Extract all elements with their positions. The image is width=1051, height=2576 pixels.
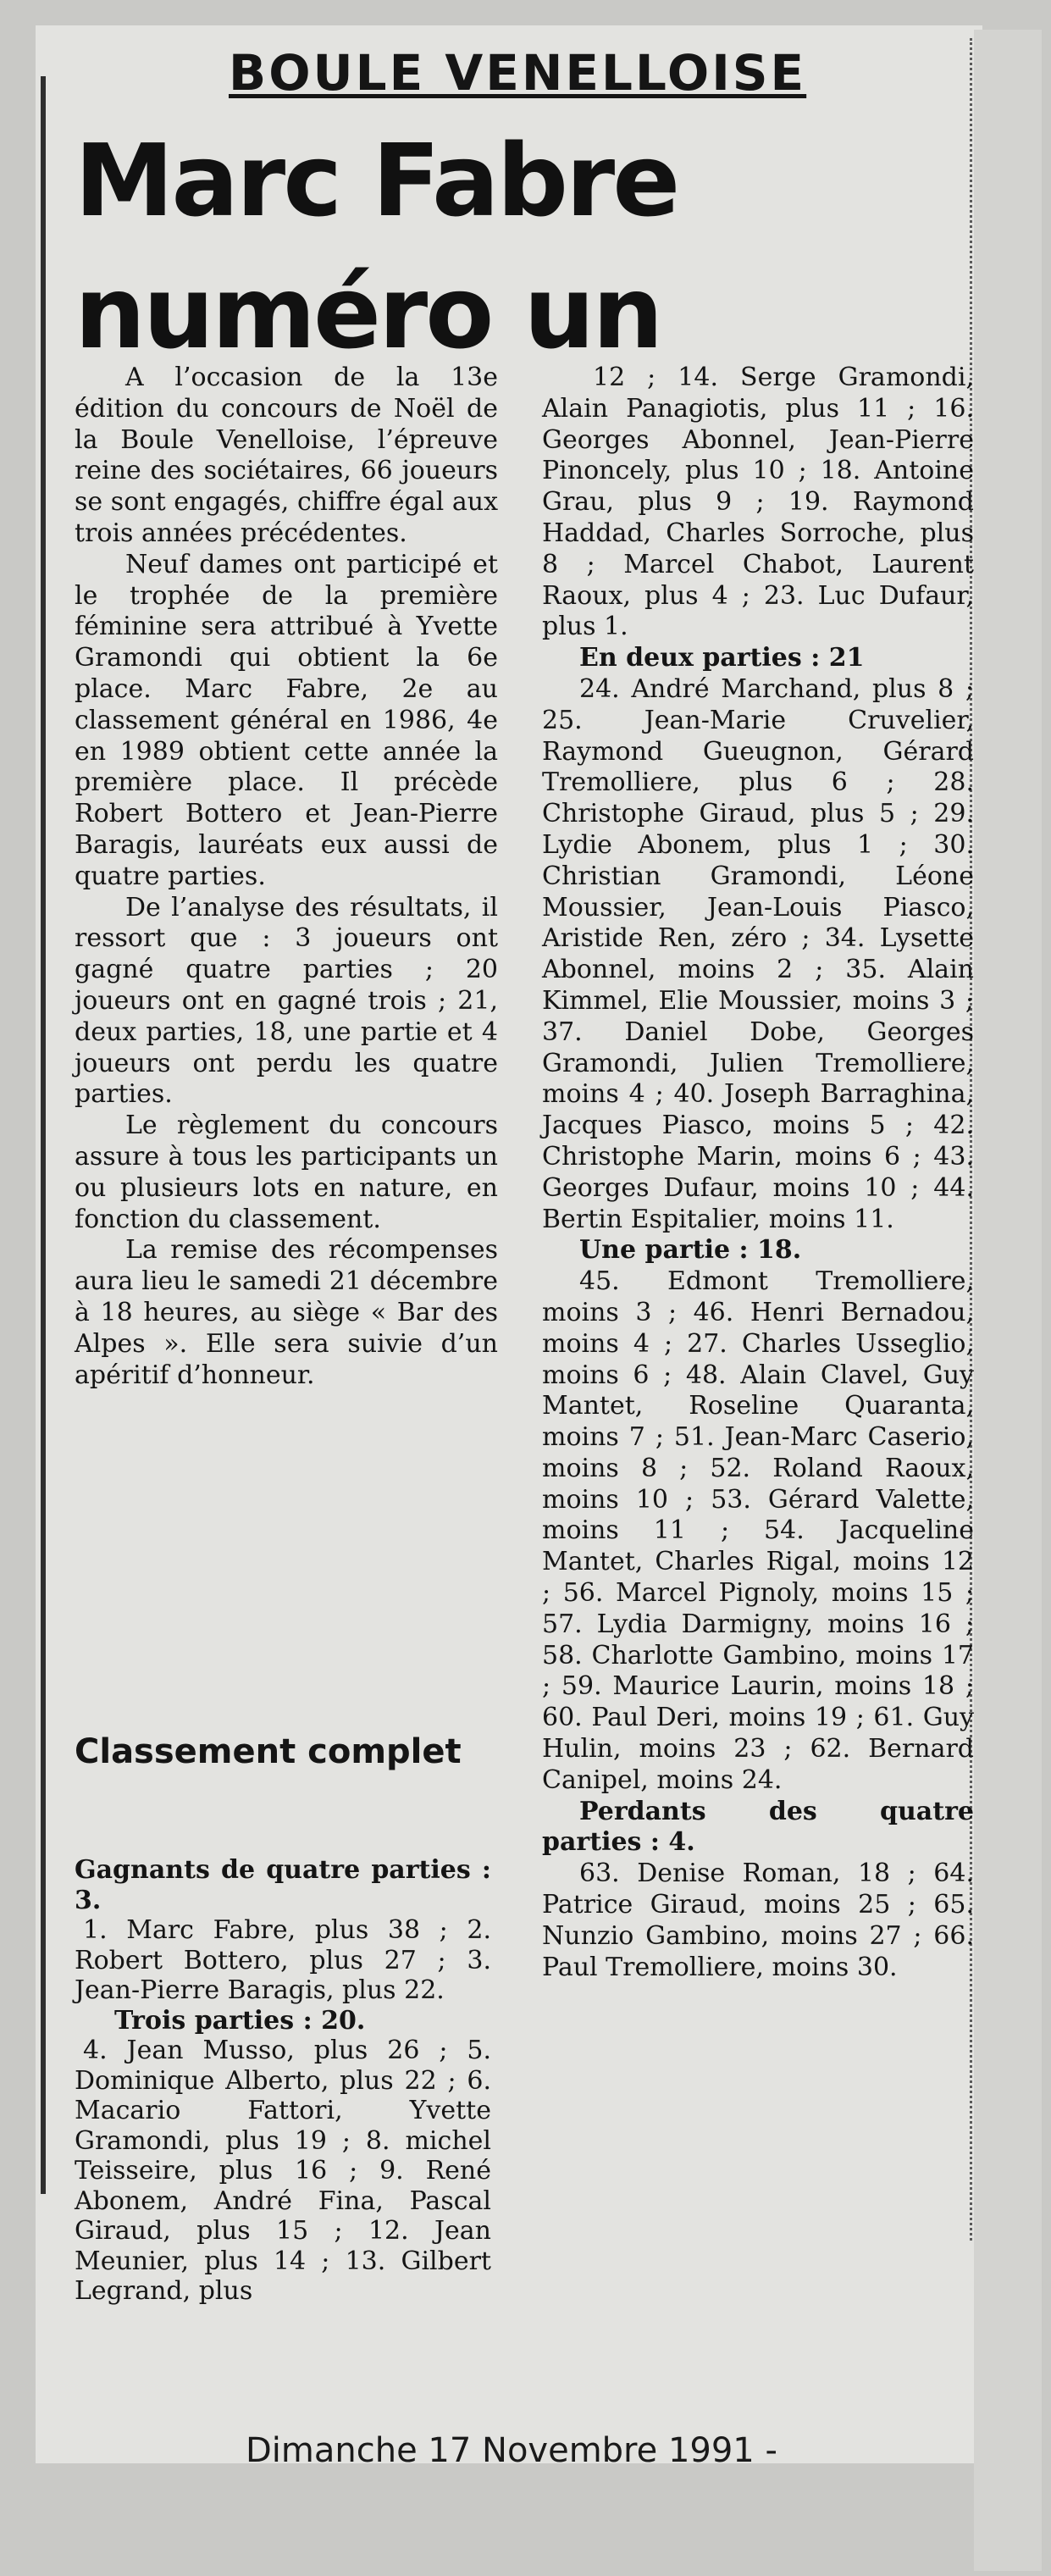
results-heading: Perdants des quatre parties : 4. bbox=[542, 1796, 974, 1858]
article-paragraph: Neuf dames ont participé et le trophée de la première féminine sera attribué à Yvette Gramondi qui obtient la 6e place. Marc Fabre, 2e au classement général en 1986, 4e en 1989 obtient cette année la première place. Il précède Robert Bottero et Jean-Pierre Baragis, lauréats eux aussi de quatre parties. bbox=[75, 549, 498, 891]
results-entries: 45. Edmont Tremolliere, moins 3 ; 46. Henri Bernadou, moins 4 ; 27. Charles Usseglio, moins 6 ; 48. Alain Clavel, Guy Mantet, Roseline Quaranta, moins 7 ; 51. Jean-Marc Caserio, moins 8 ; 52. Roland Raoux, moins 10 ; 53. Gérard Valette, moins 11 ; 54. Jacqueline Mantet, Charles Rigal, moins 12 ; 56. Marcel Pignoly, moins 15 ; 57. Lydia Darmigny, moins 16 ; 58. Charlotte Gambino, moins 17 ; 59. Maurice Laurin, moins 18 ; 60. Paul Deri, moins 19 ; 61. Guy Hulin, moins 23 ; 62. Bernard Canipel, moins 24. bbox=[542, 1266, 974, 1795]
results-heading: En deux parties : 21 bbox=[579, 643, 865, 673]
publication-date: Dimanche 17 Novembre 1991 - bbox=[246, 2431, 777, 2470]
article-paragraph: De l’analyse des résultats, il ressort que : 3 joueurs ont gagné quatre parties ; 20 joueurs ont en gagné trois ; 21, deux parties, 18, une partie et 4 joueurs ont perdu les quatre parties. bbox=[75, 892, 498, 1110]
article-body-left bbox=[75, 363, 498, 1391]
article-headline: Marc Fabre numéro un bbox=[75, 122, 678, 371]
results-list-right bbox=[542, 363, 974, 1983]
adjacent-page-edge bbox=[974, 30, 1042, 2571]
results-heading: Une partie : 18. bbox=[579, 1235, 802, 1266]
classement-title: Classement complet bbox=[75, 1732, 462, 1771]
results-list-left bbox=[75, 1855, 491, 2307]
results-entries: 4. Jean Musso, plus 26 ; 5. Dominique Alberto, plus 22 ; 6. Macario Fattori, Yvette Gramondi, plus 19 ; 8. michel Teisseire, plus 16 ; 9. René Abonem, André Fina, Pascal Giraud, plus 15 ; 12. Jean Meunier, plus 14 ; 13. Gilbert Legrand, plus bbox=[75, 2036, 491, 2306]
results-entries: 24. André Marchand, plus 8 ; 25. Jean-Marie Cruvelier, Raymond Gueugnon, Gérard Tremolliere, plus 6 ; 28. Christophe Giraud, plus 5 ; 29. Lydie Abonem, plus 1 ; 30. Christian Gramondi, Léone Moussier, Jean-Louis Piasco, Aristide Ren, zéro ; 34. Lysette Abonnel, moins 2 ; 35. Alain Kimmel, Elie Moussier, moins 3 ; 37. Daniel Dobe, Georges Gramondi, Julien Tremolliere, moins 4 ; 40. Joseph Barraghina, Jacques Piasco, moins 5 ; 42. Christophe Marin, moins 6 ; 43. Georges Dufaur, moins 10 ; 44. Bertin Espitalier, moins 11. bbox=[542, 673, 974, 1234]
section-kicker: BOULE VENELLOISE bbox=[229, 44, 807, 102]
article-paragraph: A l’occasion de la 13e édition du concours de Noël de la Boule Venelloise, l’épreuve reine des sociétaires, 66 joueurs se sont engagés, chiffre égal aux trois années précédentes. bbox=[75, 363, 498, 548]
results-heading: Trois parties : 20. bbox=[114, 2005, 366, 2036]
article-paragraph: Le règlement du concours assure à tous les participants un ou plusieurs lots en nature, en fonction du classement. bbox=[75, 1111, 498, 1234]
results-entries: 63. Denise Roman, 18 ; 64. Patrice Giraud, moins 25 ; 65. Nunzio Gambino, moins 27 ; 66. Paul Tremolliere, moins 30. bbox=[542, 1859, 974, 1982]
results-entries: 12 ; 14. Serge Gramondi, Alain Panagiotis, plus 11 ; 16. Georges Abonnel, Jean-Pierre Pinoncely, plus 10 ; 18. Antoine Grau, plus 9 ; 19. Raymond Haddad, Charles Sorroche, plus 8 ; Marcel Chabot, Laurent Raoux, plus 4 ; 23. Luc Dufaur, plus 1. bbox=[542, 363, 974, 642]
article-paragraph: La remise des récompenses aura lieu le samedi 21 décembre à 18 heures, au siège « Bar des Alpes ». Elle sera suivie d’un apéritif d’honneur. bbox=[75, 1235, 498, 1390]
results-entries: 1. Marc Fabre, plus 38 ; 2. Robert Bottero, plus 27 ; 3. Jean-Pierre Baragis, plus 22. bbox=[75, 1915, 491, 2005]
column-rule-left bbox=[41, 76, 46, 2194]
results-heading: Gagnants de quatre parties : 3. bbox=[75, 1855, 491, 1915]
